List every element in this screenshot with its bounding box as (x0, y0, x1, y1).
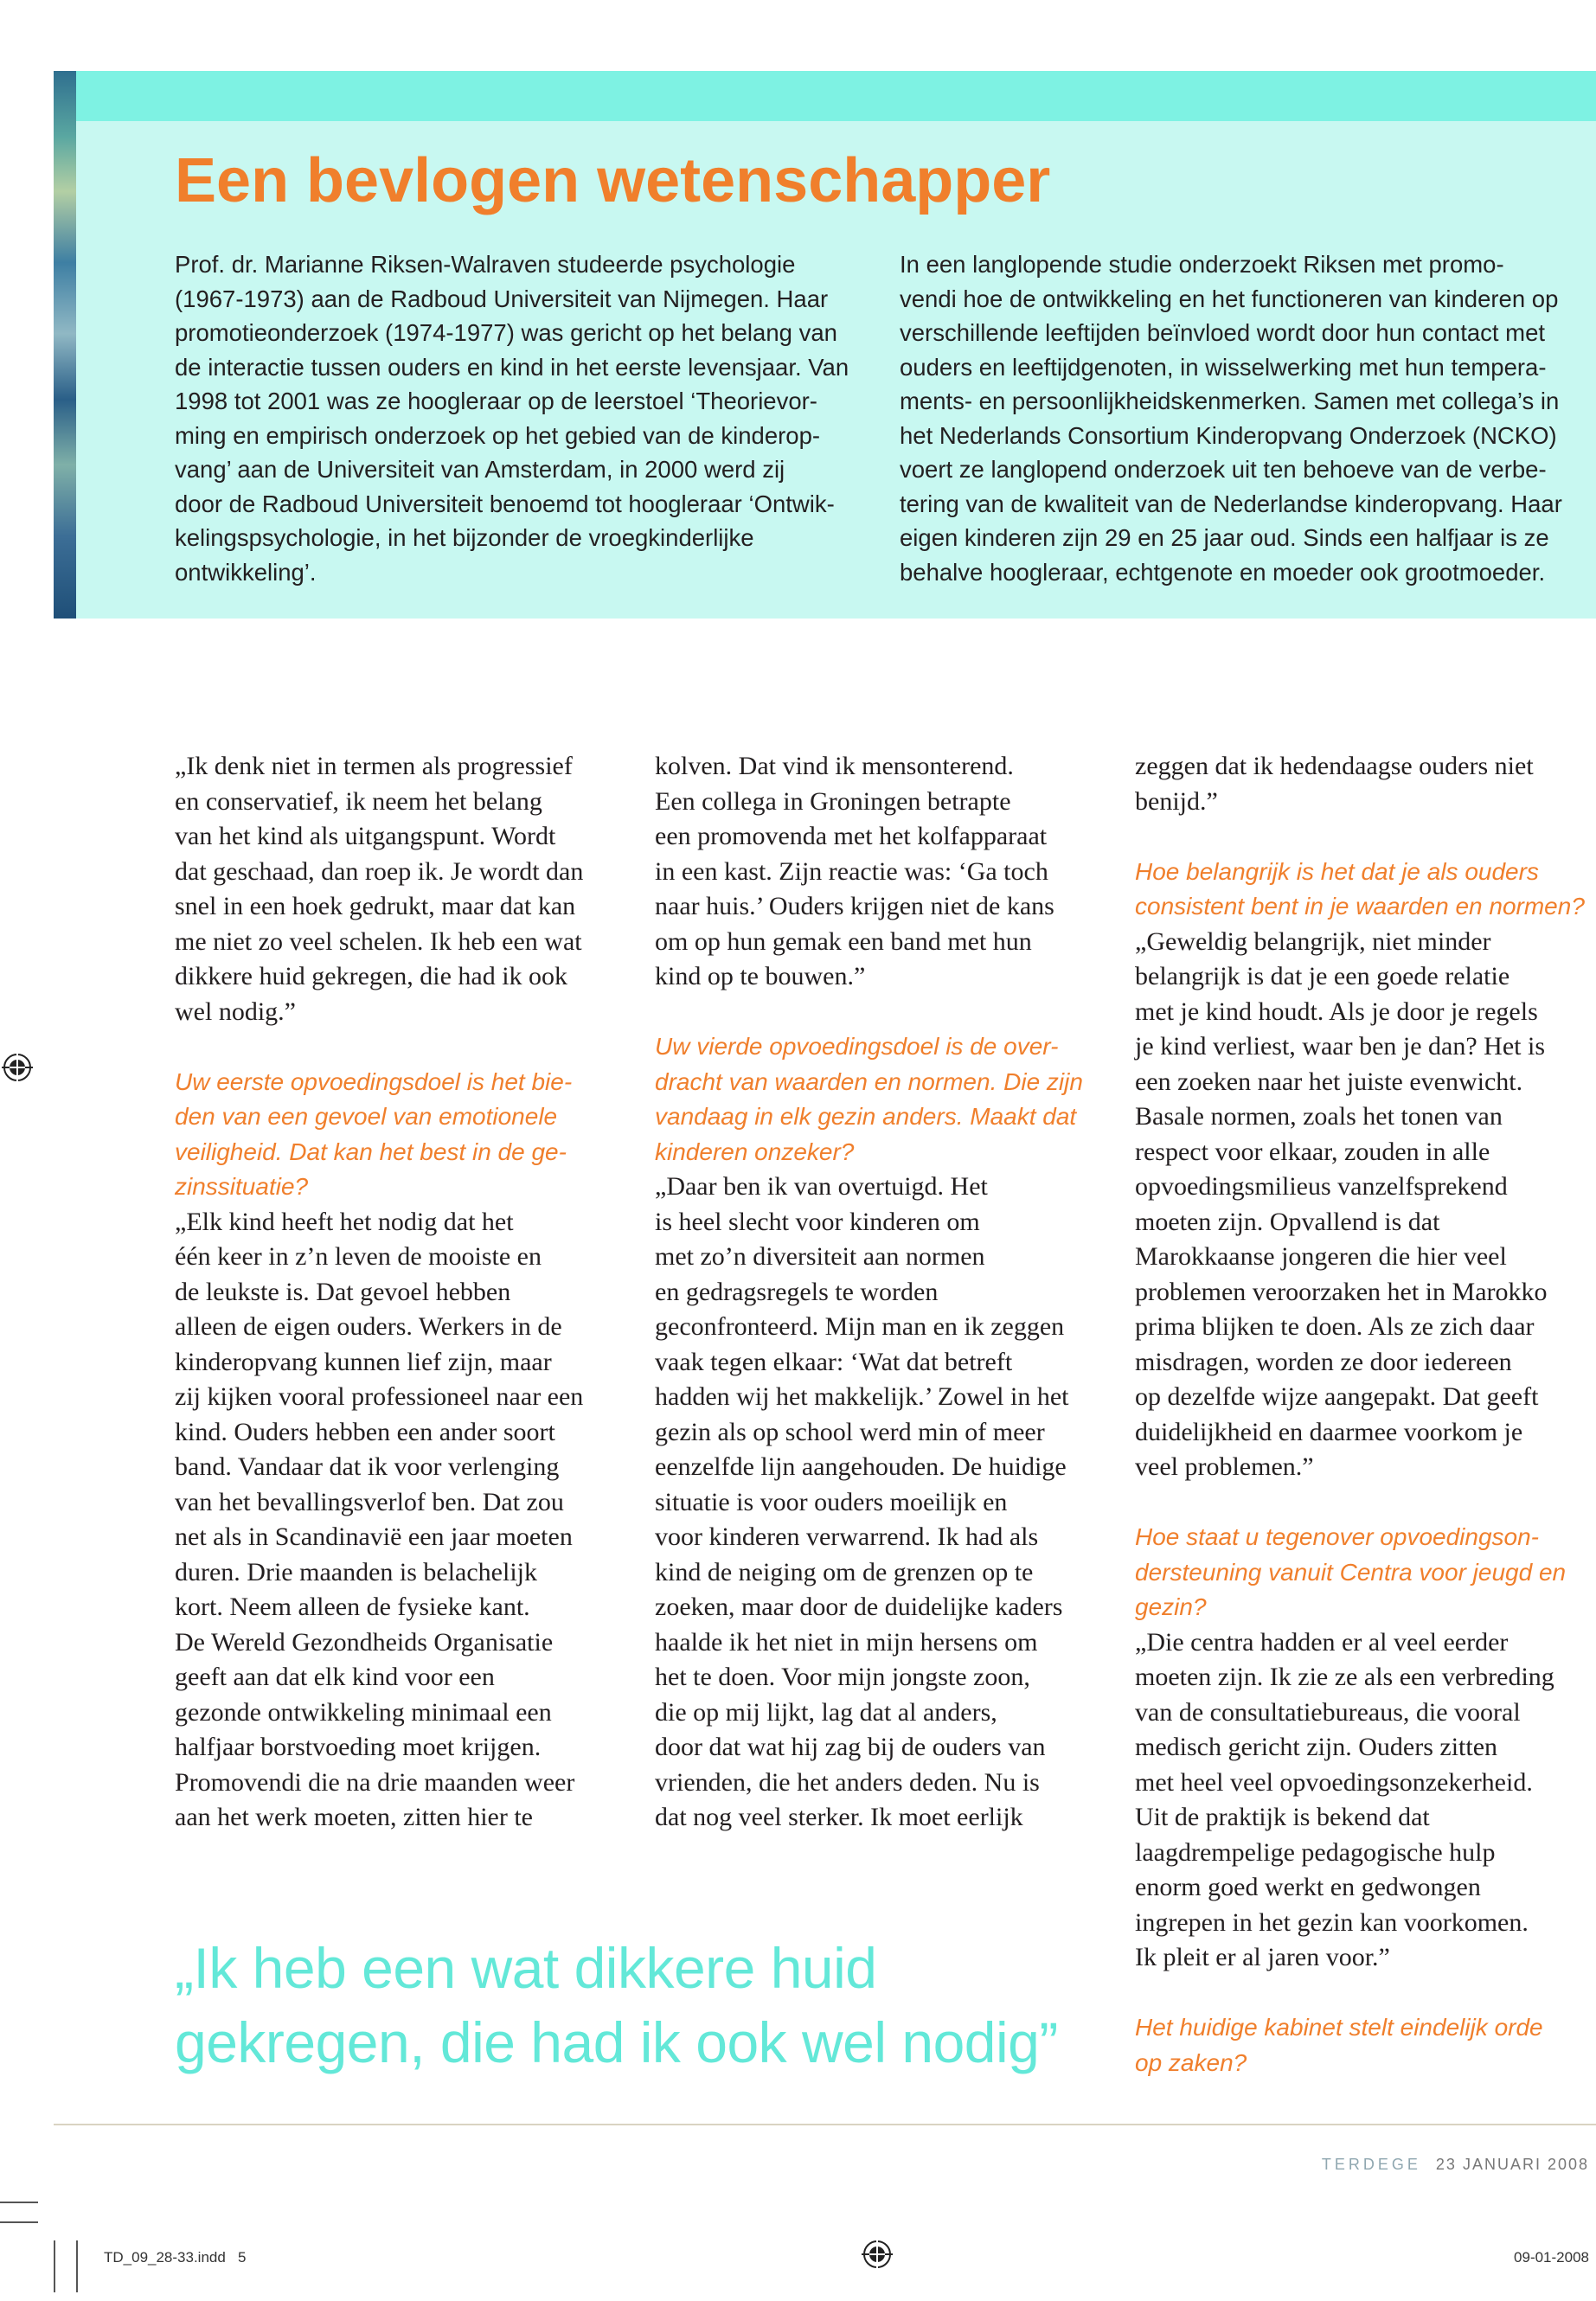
interview-question (1135, 1520, 1593, 1625)
interview-question (1135, 2010, 1593, 2080)
photo-edge-strip (54, 71, 76, 619)
text-line: moeten zijn. Opvallend is dat (1135, 1207, 1440, 1236)
text-line: promotieonderzoek (1974-1977) was gericht op het belang van (175, 319, 837, 346)
text-line: kelingspsychologie, in het bijzonder de vroegkinderlijke (175, 524, 754, 551)
magazine-name: TERDEGE (1321, 2156, 1421, 2173)
text-line: net als in Scandinavië een jaar moeten (175, 1522, 573, 1551)
text-line: benijd.” (1135, 786, 1218, 816)
text-line: respect voor elkaar, zouden in alle (1135, 1137, 1490, 1166)
text-line: Uw vierde opvoedingsdoel is de over- (655, 1033, 1059, 1060)
text-line: vandaag in elk gezin anders. Maakt dat (655, 1103, 1077, 1130)
text-line: zinssituatie? (175, 1173, 309, 1200)
text-line: veel problemen.” (1135, 1452, 1314, 1481)
text-line: dat nog veel sterker. Ik moet eerlijk (655, 1803, 1023, 1831)
text-line: hadden wij het makkelijk.’ Zowel in het (655, 1382, 1069, 1411)
text-line: consistent bent in je waarden en normen? (1135, 893, 1585, 920)
text-line: kind op te bouwen.” (655, 962, 866, 990)
text-line: wel nodig.” (175, 997, 296, 1026)
text-line: Marokkaanse jongeren die hier veel (1135, 1242, 1507, 1271)
text-line: eigen kinderen zijn 29 en 25 jaar oud. Sinds een halfjaar is ze (900, 524, 1549, 551)
text-line: enorm goed werkt en gedwongen (1135, 1873, 1481, 1901)
interview-question (175, 1065, 625, 1205)
text-line: De Wereld Gezondheids Organisatie (175, 1627, 554, 1657)
text-line: „Daar ben ik van overtuigd. Het (655, 1172, 988, 1201)
crop-mark (54, 2240, 55, 2292)
text-line: kind. Ouders hebben een ander soort (175, 1417, 555, 1446)
text-line: medisch gericht zijn. Ouders zitten (1135, 1733, 1498, 1761)
text-line: naar huis.’ Ouders krijgen niet de kans (655, 892, 1054, 920)
text-line: kolven. Dat vind ik mensonterend. (655, 752, 1014, 780)
text-line: dersteuning vanuit Centra voor jeugd en (1135, 1558, 1567, 1586)
text-line: is heel slecht voor kinderen om (655, 1207, 980, 1236)
text-line: ming en empirisch onderzoek op het gebied van de kinderop- (175, 421, 821, 449)
body-paragraph (655, 1170, 1105, 1836)
text-line: behalve hoogleraar, echtgenote en moeder ook grootmoeder. (900, 558, 1546, 586)
article-column-3 (1135, 749, 1593, 2080)
text-line: van de consultatiebureaus, die vooral (1135, 1697, 1521, 1727)
text-line: een zoeken naar het juiste evenwicht. (1135, 1067, 1523, 1096)
text-line: dat geschaad, dan roep ik. Je wordt dan (175, 856, 584, 886)
text-line: door de Radboud Universiteit benoemd tot hoogleraar ‘Ontwik- (175, 490, 835, 517)
text-line: voor kinderen verwarrend. Ik had als (655, 1522, 1039, 1551)
text-line: tering van de kwaliteit van de Nederlandse kinderopvang. Haar (900, 490, 1562, 517)
text-line: 1998 tot 2001 was ze hoogleraar op de leerstoel ‘Theorievor- (175, 388, 817, 414)
crop-mark (76, 2240, 78, 2292)
text-line: kinderen onzeker? (655, 1138, 855, 1165)
text-line: alleen de eigen ouders. Werkers in de (175, 1312, 562, 1341)
crop-mark (0, 2202, 38, 2203)
text-line: dracht van waarden en normen. Die zijn (655, 1067, 1083, 1095)
text-line: die op mij lijkt, lag dat al anders, (655, 1697, 997, 1727)
text-line: met zo’n diversiteit aan normen (655, 1242, 985, 1271)
text-line: (1967-1973) aan de Radboud Universiteit van Nijmegen. Haar (175, 285, 829, 312)
text-line: het Nederlands Consortium Kinderopvang Onderzoek (NCKO) (900, 421, 1557, 449)
text-line: geconfronteerd. Mijn man en ik zeggen (655, 1312, 1065, 1341)
indd-filename: TD_09_28-33.indd 5 (104, 2249, 247, 2266)
text-line: misdragen, worden ze door iedereen (1135, 1347, 1512, 1376)
text-line: Prof. dr. Marianne Riksen-Walraven studeerde psychologie (175, 251, 796, 278)
text-line: gezin? (1135, 1593, 1207, 1620)
text-line: gezonde ontwikkeling minimaal een (175, 1697, 552, 1727)
info-box-top-band (54, 71, 1596, 121)
pull-quote-line: „Ik heb een wat dikkere huid (175, 1936, 877, 2000)
text-line: ingrepen in het gezin kan voorkomen. (1135, 1907, 1529, 1937)
text-line: om op hun gemak een band met hun (655, 926, 1032, 956)
text-line: zeggen dat ik hedendaagse ouders niet (1135, 752, 1534, 780)
text-line: duidelijkheid en daarmee voorkom je (1135, 1417, 1523, 1446)
text-line: met je kind houdt. Als je door je regels (1135, 997, 1538, 1026)
text-line: laagdrempelige pedagogische hulp (1135, 1837, 1496, 1867)
print-date: 09-01-2008 (1514, 2249, 1589, 2266)
issue-date: 23 JANUARI 2008 (1435, 2156, 1589, 2173)
text-line: veiligheid. Dat kan het best in de ge- (175, 1138, 567, 1165)
article-column-2 (655, 749, 1105, 1836)
text-line: een promovenda met het kolfapparaat (655, 822, 1048, 850)
text-line: voert ze langlopend onderzoek uit ten behoeve van de verbe- (900, 456, 1547, 483)
text-line: duren. Drie maanden is belachelijk (175, 1557, 538, 1586)
text-line: met heel veel opvoedingsonzekerheid. (1135, 1767, 1533, 1797)
text-line: Uit de praktijk is bekend dat (1135, 1803, 1430, 1831)
text-line: van het kind als uitgangspunt. Wordt (175, 822, 556, 850)
body-paragraph (1135, 749, 1593, 819)
text-line: problemen veroorzaken het in Marokko (1135, 1277, 1548, 1306)
interview-question (1135, 855, 1593, 925)
interview-question (655, 1029, 1105, 1170)
text-line: ouders en leeftijdgenoten, in wisselwerking met hun tempera- (900, 353, 1547, 381)
article-column-1 (175, 749, 625, 1836)
text-line: verschillende leeftijden beïnvloed wordt door hun contact met (900, 319, 1546, 346)
text-line: en gedragsregels te worden (655, 1277, 939, 1306)
body-paragraph (175, 1205, 625, 1836)
text-line: Een collega in Groningen betrapte (655, 786, 1011, 816)
body-paragraph (1135, 1625, 1593, 1976)
text-line: zoeken, maar door de duidelijke kaders (655, 1593, 1063, 1621)
text-line: „Elk kind heeft het nodig dat het (175, 1207, 514, 1236)
text-line: vrienden, die het anders deden. Nu is (655, 1767, 1040, 1797)
text-line: vang’ aan de Universiteit van Amsterdam, in 2000 werd zij (175, 456, 785, 483)
text-line: dikkere huid gekregen, die had ik ook (175, 962, 568, 990)
text-line: haalde ik het niet in mijn hersens om (655, 1627, 1038, 1657)
text-line: eenzelfde lijn aangehouden. De huidige (655, 1452, 1067, 1481)
text-line: aan het werk moeten, zitten hier te (175, 1803, 533, 1831)
text-line: Hoe staat u tegenover opvoedingson- (1135, 1523, 1539, 1550)
crop-mark (0, 2221, 38, 2223)
text-line: „Ik denk niet in termen als progressief (175, 752, 573, 780)
text-line: gezin als op school werd min of meer (655, 1417, 1045, 1446)
folio (1322, 2156, 1589, 2174)
text-line: het te doen. Voor mijn jongste zoon, (655, 1663, 1030, 1691)
text-line: me niet zo veel schelen. Ik heb een wat (175, 926, 582, 956)
text-line: Promovendi die na drie maanden weer (175, 1767, 575, 1797)
text-line: in een kast. Zijn reactie was: ‘Ga toch (655, 856, 1048, 886)
text-line: vaak tegen elkaar: ‘Wat dat betreft (655, 1347, 1013, 1376)
text-line: de interactie tussen ouders en kind in het eerste levensjaar. Van (175, 353, 849, 381)
text-line: door dat wat hij zag bij de ouders van (655, 1733, 1046, 1761)
text-line: „Geweldig belangrijk, niet minder (1135, 926, 1491, 956)
pull-quote-line: gekregen, die had ik ook wel nodig” (175, 2010, 1058, 2074)
text-line: van het bevallingsverlof ben. Dat zou (175, 1487, 564, 1516)
body-paragraph (175, 749, 625, 1029)
text-line: den van een gevoel van emotionele (175, 1103, 558, 1130)
footer-rule (54, 2124, 1596, 2125)
registration-mark-icon (2, 1052, 33, 1083)
text-line: één keer in z’n leven de mooiste en (175, 1242, 542, 1271)
text-line: geeft aan dat elk kind voor een (175, 1663, 495, 1691)
text-line: band. Vandaar dat ik voor verlenging (175, 1452, 560, 1481)
text-line: kort. Neem alleen de fysieke kant. (175, 1593, 530, 1621)
text-line: kinderopvang kunnen lief zijn, maar (175, 1347, 552, 1376)
text-line: snel in een hoek gedrukt, maar dat kan (175, 892, 576, 920)
text-line: Uw eerste opvoedingsdoel is het bie- (175, 1067, 573, 1095)
text-line: je kind verliest, waar ben je dan? Het is (1135, 1032, 1545, 1061)
text-line: zij kijken vooral professioneel naar een (175, 1382, 584, 1411)
box-left-column (175, 247, 867, 589)
text-line: situatie is voor ouders moeilijk en (655, 1487, 1008, 1516)
text-line: Hoe belangrijk is het dat je als ouders (1135, 857, 1539, 885)
pull-quote (175, 1931, 1109, 2080)
text-line: Ik pleit er al jaren voor.” (1135, 1943, 1390, 1971)
text-line: en conservatief, ik neem het belang (175, 786, 542, 816)
body-paragraph (1135, 925, 1593, 1485)
text-line: Basale normen, zoals het tonen van (1135, 1102, 1503, 1131)
text-line: op zaken? (1135, 2048, 1247, 2076)
text-line: „Die centra hadden er al veel eerder (1135, 1627, 1509, 1657)
registration-mark-icon (862, 2239, 893, 2270)
body-paragraph (655, 749, 1105, 995)
text-line: In een langlopende studie onderzoekt Riksen met promo- (900, 251, 1504, 278)
text-line: Het huidige kabinet stelt eindelijk orde (1135, 2014, 1543, 2041)
text-line: halfjaar borstvoeding moet krijgen. (175, 1733, 542, 1761)
box-right-column (900, 247, 1583, 589)
text-line: ontwikkeling’. (175, 558, 317, 586)
text-line: vendi hoe de ontwikkeling en het functioneren van kinderen op (900, 285, 1559, 312)
text-line: moeten zijn. Ik zie ze als een verbreding (1135, 1663, 1554, 1691)
text-line: opvoedingsmilieus vanzelfsprekend (1135, 1172, 1508, 1201)
text-line: op dezelfde wijze aangepakt. Dat geeft (1135, 1382, 1539, 1411)
box-headline: Een bevlogen wetenschapper (175, 146, 1051, 215)
text-line: kind de neiging om de grenzen op te (655, 1557, 1034, 1586)
text-line: prima blijken te doen. Als ze zich daar (1135, 1312, 1535, 1341)
text-line: ments- en persoonlijkheidskenmerken. Samen met collega’s in (900, 388, 1560, 414)
text-line: belangrijk is dat je een goede relatie (1135, 962, 1510, 990)
text-line: de leukste is. Dat gevoel hebben (175, 1277, 511, 1306)
